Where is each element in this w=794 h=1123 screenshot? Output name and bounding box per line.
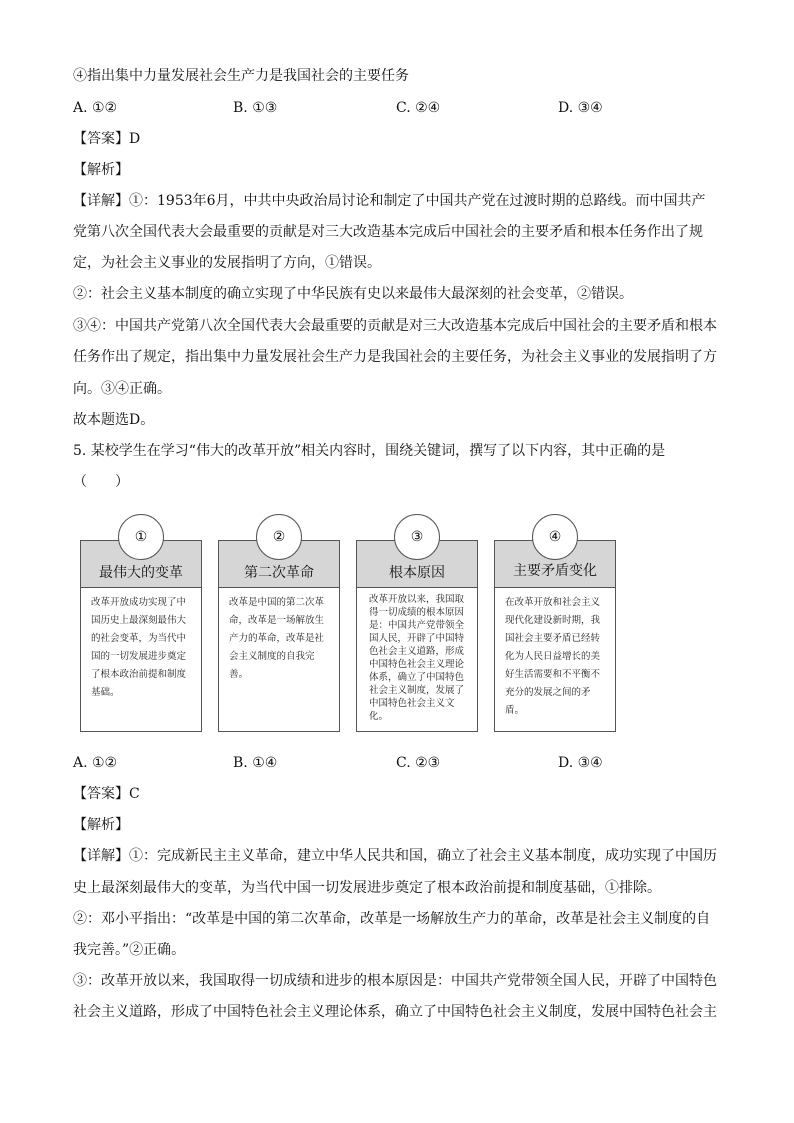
card-number: ② — [256, 514, 302, 560]
option-4-text: ④指出集中力量发展社会生产力是我国社会的主要任务 — [73, 68, 409, 84]
choice-b: B. ①③ — [233, 100, 278, 116]
choice-a: A. ①② — [73, 755, 118, 771]
choice-a: A. ①② — [73, 100, 118, 116]
detail-line: 向。③④正确。 — [73, 381, 171, 397]
choice-c: C. ②④ — [396, 100, 441, 116]
analysis-label: 【解析】 — [73, 817, 129, 833]
card-body: 改革开放成功实现了中国历史上最深刻最伟大的社会变革，为当代中国的一切发展进步奠定了根本政治前提和制度基础。 — [91, 597, 187, 698]
card-number: ④ — [532, 514, 578, 560]
detail-line: 党第八次全国代表大会最重要的贡献是对三大改造基本完成后中国社会的主要矛盾和根本任务作出了规 — [73, 224, 703, 240]
detail-line: ②：邓小平指出：“改革是中国的第二次革命，改革是一场解放生产力的革命，改革是社会主义制度的自 — [73, 911, 711, 927]
detail-line: 定，为社会主义事业的发展指明了方向，①错误。 — [73, 255, 381, 271]
detail-line: ③：改革开放以来，我国取得一切成绩和进步的根本原因是：中国共产党带领全国人民，开辟了中国特色 — [73, 973, 717, 989]
detail-line: 我完善。”②正确。 — [73, 942, 186, 958]
detail-line: 【详解】①：1953年6月，中共中央政治局讨论和制定了中国共产党在过渡时期的总路线。而中国共产 — [73, 193, 706, 209]
keyword-card — [80, 540, 202, 732]
detail-line: ②：社会主义基本制度的确立实现了中华民族有史以来最伟大最深刻的社会变革，②错误。 — [73, 286, 633, 302]
keyword-card — [494, 540, 616, 732]
card-body: 改革是中国的第二次革命，改革是一场解放生产力的革命，改革是社会主义制度的自我完善。 — [229, 597, 325, 680]
detail-line: ③④：中国共产党第八次全国代表大会最重要的贡献是对三大改造基本完成后中国社会的主要矛盾和根本 — [73, 318, 717, 334]
card-number: ① — [118, 514, 164, 560]
answer-label: 【答案】D — [73, 131, 141, 147]
card-title: 根本原因 — [357, 541, 477, 588]
question-stem-blank: （ ） — [73, 474, 129, 490]
card-title: 第二次革命 — [219, 541, 339, 588]
question-stem: 5. 某校学生在学习“伟大的改革开放”相关内容时，围绕关键词，撰写了以下内容，其中正确的是 — [73, 443, 666, 459]
detail-line: 任务作出了规定，指出集中力量发展社会生产力是我国社会的主要任务，为社会主义事业的发展指明了方 — [73, 349, 717, 365]
choice-b: B. ①④ — [233, 755, 278, 771]
choice-d: D. ③④ — [558, 100, 603, 116]
answer-label: 【答案】C — [73, 786, 140, 802]
card-title: 最伟大的变革 — [81, 541, 201, 588]
card-title: 主要矛盾变化 — [495, 541, 615, 588]
choice-c: C. ②③ — [396, 755, 441, 771]
card-number: ③ — [394, 514, 440, 560]
keyword-card — [218, 540, 340, 732]
card-body: 在改革开放和社会主义现代化建设新时期，我国社会主要矛盾已经转化为人民日益增长的美好生活需要和不平衡不充分的发展之间的矛盾。 — [505, 597, 601, 716]
card-body: 改革开放以来，我国取得一切成绩的根本原因是：中国共产党带领全国人民，开辟了中国特色社会主义道路，形成中国特色社会主义理论体系，确立了中国特色社会主义制度，发展了中国特色社会主义文化。 — [369, 594, 465, 722]
detail-line: 史上最深刻最伟大的变革，为当代中国一切发展进步奠定了根本政治前提和制度基础，①排除。 — [73, 880, 661, 896]
analysis-label: 【解析】 — [73, 162, 129, 178]
detail-line: 社会主义道路，形成了中国特色社会主义理论体系，确立了中国特色社会主义制度，发展中国特色社会主 — [73, 1004, 717, 1020]
detail-line: 【详解】①：完成新民主主义革命，建立中华人民共和国，确立了社会主义基本制度，成功实现了中国历 — [73, 848, 717, 864]
detail-line: 故本题选D。 — [73, 412, 155, 428]
keyword-card — [356, 540, 478, 732]
choice-d: D. ③④ — [558, 755, 603, 771]
